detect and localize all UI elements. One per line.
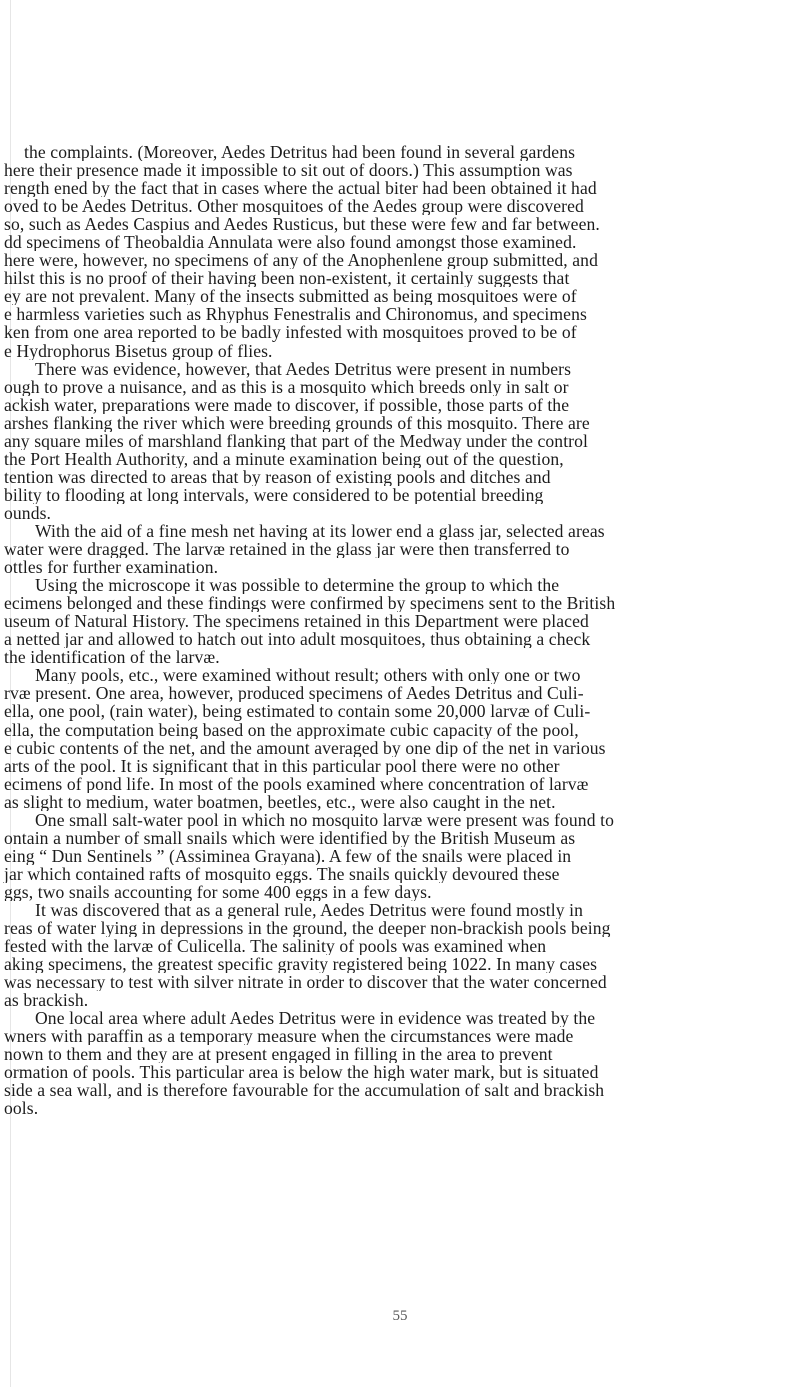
text-line: dd specimens of Theobaldia Annulata were also found amongst those examined.: [4, 233, 577, 252]
text-line: jar which contained rafts of mosquito eggs. The snails quickly devoured these: [4, 864, 560, 883]
text-line: ecimens of pond life. In most of the pools examined where concentration of larvæ: [4, 774, 589, 793]
text-line: e Hydrophorus Bisetus group of flies.: [4, 341, 273, 360]
text-line: e cubic contents of the net, and the amount averaged by one dip of the net in various: [4, 738, 606, 757]
text-line: arshes flanking the river which were breeding grounds of this mosquito. There are: [4, 413, 590, 432]
text-line: rvæ present. One area, however, produced specimens of Aedes Detritus and Culi-: [4, 684, 584, 703]
page-number: 55: [392, 1308, 408, 1324]
text-line: ella, one pool, (rain water), being estimated to contain some 20,000 larvæ of Culi-: [4, 702, 591, 721]
text-line: One small salt-water pool in which no mosquito larvæ were present was found to: [35, 810, 614, 829]
text-line: With the aid of a fine mesh net having at its lower end a glass jar, selected areas: [35, 521, 605, 541]
text-line: oved to be Aedes Detritus. Other mosquitoes of the Aedes group were discovered: [4, 197, 584, 216]
text-line: useum of Natural History. The specimens retained in this Department were placed: [4, 612, 589, 631]
text-line: ottles for further examination.: [4, 558, 219, 577]
text-line: water were dragged. The larvæ retained in the glass jar were then transferred to: [4, 540, 570, 559]
text-line: It was discovered that as a general rule, Aedes Detritus were found mostly in: [35, 900, 584, 920]
text-line: ey are not prevalent. Many of the insects submitted as being mosquitoes were of: [4, 287, 577, 306]
text-line: There was evidence, however, that Aedes Detritus were present in numbers: [35, 359, 572, 378]
text-line: ontain a number of small snails which were identified by the British Museum as: [4, 828, 576, 847]
text-line: Many pools, etc., were examined without result; others with only one or two: [35, 666, 581, 685]
text-line: reas of water lying in depressions in the ground, the deeper non-brackish pools being: [4, 919, 611, 938]
text-line: e harmless varieties such as Rhyphus Fenestralis and Chironomus, and specimens: [4, 305, 587, 324]
text-line: ackish water, preparations were made to discover, if possible, those parts of the: [4, 395, 570, 414]
text-line: as brackish.: [4, 991, 89, 1010]
text-line: any square miles of marshland flanking that part of the Medway under the control: [4, 431, 589, 450]
text-line: ough to prove a nuisance, and as this is a mosquito which breeds only in salt or: [4, 377, 569, 396]
text-line: ggs, two snails accounting for some 400 eggs in a few days.: [4, 882, 432, 901]
text-line: as slight to medium, water boatmen, beetles, etc., were also caught in the net.: [4, 792, 556, 811]
text-line: wners with paraffin as a temporary measure when the circumstances were made: [4, 1027, 574, 1046]
text-line: fested with the larvæ of Culicella. The salinity of pools was examined when: [4, 937, 547, 956]
text-line: ecimens belonged and these findings were confirmed by specimens sent to the British: [4, 594, 616, 613]
text-line: nown to them and they are at present engaged in filling in the area to prevent: [4, 1045, 553, 1064]
text-line: rength ened by the fact that in cases where the actual biter had been obtained it had: [4, 179, 597, 198]
text-line: so, such as Aedes Caspius and Aedes Rusticus, but these were few and far between.: [4, 215, 600, 234]
body-text: [0, 143, 790, 1118]
text-line: was necessary to test with silver nitrate in order to discover that the water concerned: [4, 973, 607, 992]
text-line: ormation of pools. This particular area is below the high water mark, but is situated: [4, 1063, 599, 1082]
text-line: ken from one area reported to be badly infested with mosquitoes proved to be of: [4, 323, 577, 342]
text-line: here were, however, no specimens of any of the Anophenlene group submitted, and: [4, 251, 598, 270]
text-line: ounds.: [4, 503, 52, 522]
text-line: eing “ Dun Sentinels ” (Assiminea Grayana). A few of the snails were placed in: [4, 846, 572, 865]
text-line: ools.: [4, 1099, 39, 1118]
text-line: a netted jar and allowed to hatch out into adult mosquitoes, thus obtaining a check: [4, 630, 591, 649]
text-line: aking specimens, the greatest specific gravity registered being 1022. In many cases: [4, 955, 598, 974]
text-line: ella, the computation being based on the approximate cubic capacity of the pool,: [4, 720, 579, 739]
text-line: side a sea wall, and is therefore favourable for the accumulation of salt and brackish: [4, 1081, 605, 1100]
text-line: the complaints. (Moreover, Aedes Detritus had been found in several gardens: [24, 143, 576, 162]
text-line: Using the microscope it was possible to determine the group to which the: [35, 576, 560, 595]
text-line: the Port Health Authority, and a minute examination being out of the question,: [4, 449, 564, 468]
text-line: the identification of the larvæ.: [4, 648, 220, 667]
text-line: tention was directed to areas that by reason of existing pools and ditches and: [4, 467, 551, 486]
text-line: hilst this is no proof of their having been non-existent, it certainly suggests that: [4, 269, 570, 288]
text-line: One local area where adult Aedes Detritus were in evidence was treated by the: [35, 1009, 596, 1028]
text-line: here their presence made it impossible to sit out of doors.) This assumption was: [4, 161, 573, 180]
text-line: arts of the pool. It is significant that in this particular pool there were no other: [4, 756, 560, 775]
text-line: bility to flooding at long intervals, were considered to be potential breeding: [4, 485, 544, 504]
